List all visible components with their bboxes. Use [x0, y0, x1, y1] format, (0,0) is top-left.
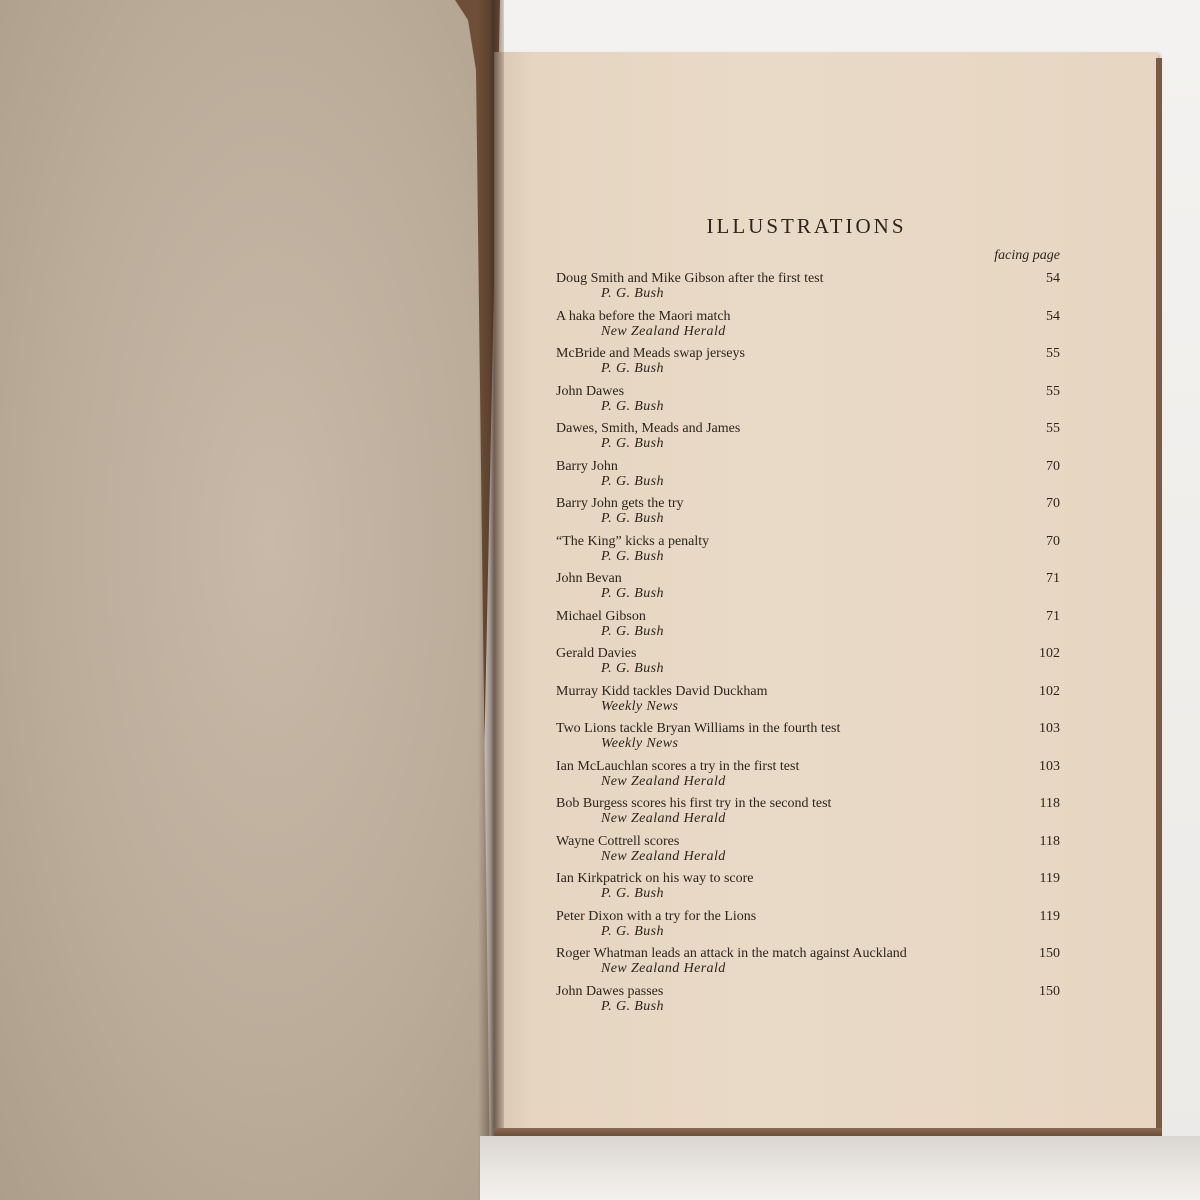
- list-item: [556, 945, 1060, 983]
- illustrations-list-page: [556, 212, 1060, 1020]
- column-header: facing page: [994, 248, 1060, 263]
- illustration-caption: Ian McLauchlan scores a try in the first test: [556, 758, 800, 774]
- photo-credit: New Zealand Herald: [601, 811, 726, 826]
- photo-credit: P. G. Bush: [601, 661, 664, 676]
- facing-page-number: 55: [1046, 421, 1060, 436]
- list-item: [556, 420, 1060, 458]
- illustration-caption: McBride and Meads swap jerseys: [556, 346, 745, 361]
- list-item: [556, 345, 1060, 383]
- illustrations-list: [556, 270, 1060, 1020]
- illustration-caption: Peter Dixon with a try for the Lions: [556, 908, 757, 924]
- facing-page-number: 54: [1046, 308, 1060, 324]
- list-item: [556, 833, 1060, 871]
- list-item: [556, 270, 1060, 308]
- list-item: [556, 983, 1060, 1021]
- illustration-caption: Two Lions tackle Bryan Williams in the fourth test: [556, 721, 841, 736]
- list-item: [556, 308, 1060, 346]
- facing-page-number: 54: [1046, 271, 1060, 286]
- facing-page-number: 103: [1039, 721, 1060, 736]
- photo-credit: New Zealand Herald: [601, 323, 726, 339]
- facing-page-number: 70: [1046, 458, 1060, 474]
- facing-page-number: 55: [1046, 383, 1060, 399]
- facing-page-number: 71: [1046, 571, 1060, 586]
- list-item: [556, 870, 1060, 908]
- cover-right-rim: [1156, 58, 1162, 1134]
- list-item: [556, 608, 1060, 646]
- list-item: [556, 795, 1060, 833]
- illustration-caption: “The King” kicks a penalty: [556, 533, 710, 549]
- illustration-caption: Barry John: [556, 458, 618, 474]
- facing-page-number: 70: [1046, 496, 1060, 511]
- illustration-caption: John Dawes passes: [556, 983, 664, 999]
- list-item: [556, 908, 1060, 946]
- facing-page-number: 150: [1039, 946, 1060, 961]
- illustration-caption: Ian Kirkpatrick on his way to score: [556, 871, 754, 886]
- illustration-caption: Barry John gets the try: [556, 496, 684, 511]
- list-item: [556, 683, 1060, 721]
- photo-credit: Weekly News: [601, 698, 679, 714]
- facing-page-number: 71: [1046, 608, 1060, 624]
- illustration-caption: Wayne Cottrell scores: [556, 833, 680, 849]
- facing-page-number: 118: [1039, 796, 1060, 811]
- photo-credit: P. G. Bush: [601, 286, 664, 301]
- facing-page-number: 55: [1046, 346, 1060, 361]
- facing-page-number: 150: [1039, 983, 1060, 999]
- list-item: [556, 383, 1060, 421]
- facing-page-number: 119: [1039, 908, 1060, 924]
- photo-credit: P. G. Bush: [601, 548, 664, 564]
- photo-credit: P. G. Bush: [601, 398, 664, 414]
- photo-credit: P. G. Bush: [601, 886, 664, 901]
- illustration-caption: Murray Kidd tackles David Duckham: [556, 683, 768, 699]
- illustration-caption: Bob Burgess scores his first try in the second test: [556, 796, 832, 811]
- cover-bottom-rim: [494, 1128, 1162, 1136]
- list-item: [556, 533, 1060, 571]
- photo-credit: New Zealand Herald: [601, 848, 726, 864]
- list-item: [556, 570, 1060, 608]
- table-surface: [480, 1136, 1200, 1200]
- facing-page-number: 119: [1039, 871, 1060, 886]
- photo-credit: P. G. Bush: [601, 586, 664, 601]
- facing-page-number: 70: [1046, 533, 1060, 549]
- facing-page-number: 103: [1039, 758, 1060, 774]
- photo-credit: P. G. Bush: [601, 361, 664, 376]
- list-item: [556, 458, 1060, 496]
- illustration-caption: John Bevan: [556, 571, 622, 586]
- facing-page-number: 102: [1039, 646, 1060, 661]
- illustration-caption: John Dawes: [556, 383, 625, 399]
- photo-credit: New Zealand Herald: [601, 961, 726, 976]
- facing-page-number: 118: [1039, 833, 1060, 849]
- illustration-caption: Michael Gibson: [556, 608, 646, 624]
- book-gutter: [478, 0, 504, 1200]
- photo-credit: P. G. Bush: [601, 473, 664, 489]
- illustration-caption: Gerald Davies: [556, 646, 637, 661]
- list-item: [556, 645, 1060, 683]
- page-heading: ILLUSTRATIONS: [706, 214, 907, 238]
- photo-credit: P. G. Bush: [601, 511, 664, 526]
- illustration-caption: A haka before the Maori match: [556, 308, 731, 324]
- illustration-caption: Roger Whatman leads an attack in the match against Auckland: [556, 946, 907, 961]
- list-item: [556, 495, 1060, 533]
- photo-credit: Weekly News: [601, 736, 679, 751]
- facing-page-number: 102: [1039, 683, 1060, 699]
- illustration-caption: Doug Smith and Mike Gibson after the first test: [556, 271, 824, 286]
- photo-credit: P. G. Bush: [601, 923, 664, 939]
- list-item: [556, 758, 1060, 796]
- illustration-caption: Dawes, Smith, Meads and James: [556, 421, 741, 436]
- list-item: [556, 720, 1060, 758]
- photo-credit: P. G. Bush: [601, 436, 664, 451]
- photo-credit: New Zealand Herald: [601, 773, 726, 789]
- left-blank-page: [0, 0, 492, 1200]
- photo-credit: P. G. Bush: [601, 998, 664, 1014]
- photo-credit: P. G. Bush: [601, 623, 664, 639]
